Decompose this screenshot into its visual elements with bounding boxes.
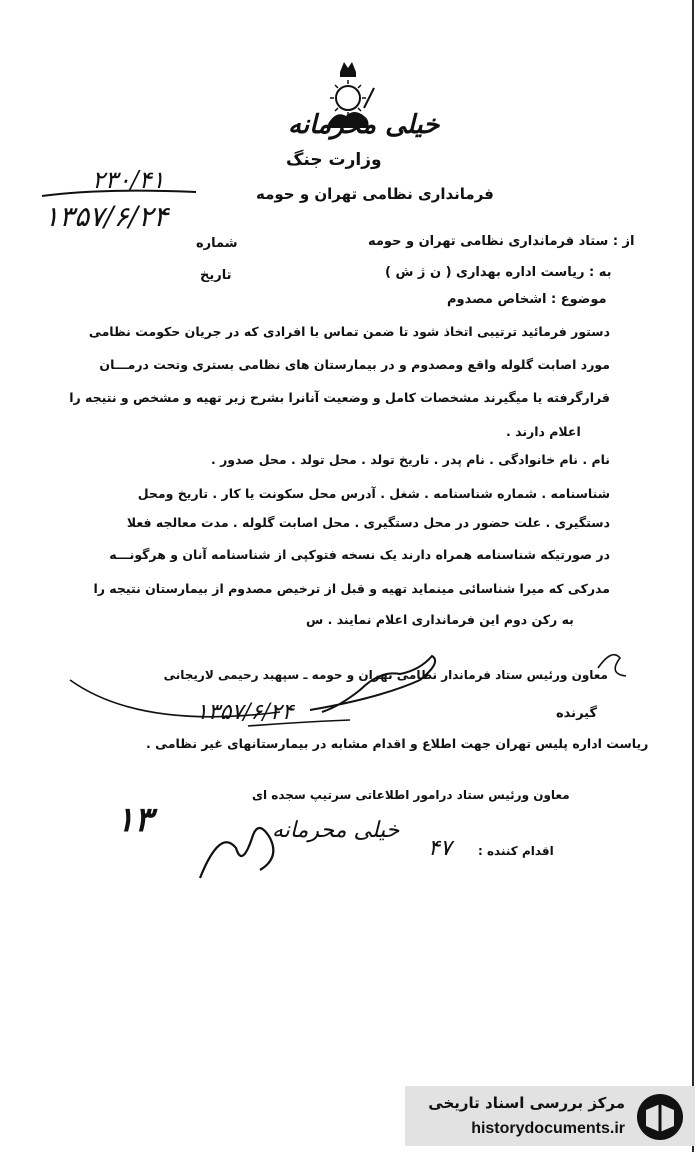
body-line: اعلام دارند . (506, 424, 581, 439)
ministry-name: وزارت جنگ (286, 150, 382, 170)
handwritten-classification: خیلی محرمانه (272, 818, 400, 843)
date-label: تاریخ (200, 268, 232, 283)
body-line: قرارگرفته یا میگیرند مشخصات کامل و وضعیت آنانرا بشرح زیر تهیه و مشخص و نتیجه را (69, 390, 610, 405)
handwritten-receiver-date: ۱۳۵۷/۶/۲۴ (196, 700, 294, 725)
body-line: دستور فرمائید ترتیبی اتخاذ شود تا ضمن تماس با افرادی که در جریان حکومت نظامی (88, 324, 610, 339)
classification-stamp: خیلی محرمانه (288, 110, 440, 140)
page-number: ۱۳ (116, 800, 153, 840)
number-label: شماره (196, 236, 238, 251)
recipients-line: ریاست اداره پلیس تهران جهت اطلاع و اقدام مشابه در بیمارستانهای غیر نظامی . (146, 736, 649, 751)
signature-line: معاون ورئیس ستاد فرماندار نظامی تهران و حومه ـ سپهبد رحیمی لاریجانی (163, 668, 608, 682)
handwritten-initials (190, 808, 290, 888)
subject-line: موضوع : اشخاص مصدوم (447, 292, 607, 307)
handwritten-digits: ۴۷ (428, 836, 452, 861)
deputy-line: معاون ورئیس ستاد درامور اطلاعاتی سرتیپ سجده ای (252, 788, 570, 802)
handwritten-signature (60, 640, 700, 750)
to-line: به : ریاست اداره بهداری ( ن ژ ش ) (385, 265, 612, 280)
recipients-label: گیرنده (556, 706, 598, 721)
body-line: در صورتیکه شناسنامه همراه دارند یک نسخه فتوکپی از شناسنامه آنان و هرگونـــه (109, 547, 610, 562)
body-line: مورد اصابت گلوله واقع ومصدوم و در بیمارستان های نظامی بستری وتحت درمـــان (99, 357, 610, 372)
handwritten-number: ۲۳۰/۴۱ (92, 166, 165, 194)
office-name: فرمانداری نظامی تهران و حومه (256, 185, 494, 203)
body-line: دستگیری . علت حضور در محل دستگیری . محل اصابت گلوله . مدت معالجه فعلا (126, 515, 610, 530)
watermark-url: historydocuments.ir (471, 1120, 625, 1137)
action-label: اقدام کننده : (478, 844, 554, 858)
watermark-title: مرکز بررسی اسناد تاریخی (428, 1094, 625, 1112)
from-line: از : ستاد فرمانداری نظامی تهران و حومه (368, 234, 635, 249)
body-line: نام . نام خانوادگی . نام پدر . تاریخ تولد . محل تولد . محل صدور . (211, 452, 610, 467)
history-documents-logo-icon (632, 1092, 688, 1142)
body-line: مدرکی که میرا شناسائی مینماید تهیه و قبل از ترخیص مصدوم از بیمارستان نتیجه را (93, 581, 610, 596)
scan-edge (692, 0, 694, 1152)
handwritten-underline (40, 186, 200, 200)
handwritten-date: ۱۳۵۷/۶/۲۴ (44, 200, 169, 233)
body-line: شناسنامه . شماره شناسنامه . شغل . آدرس محل سکونت یا کار . تاریخ ومحل (137, 486, 610, 501)
body-line: به رکن دوم این فرمانداری اعلام نمایند . س (306, 612, 574, 627)
